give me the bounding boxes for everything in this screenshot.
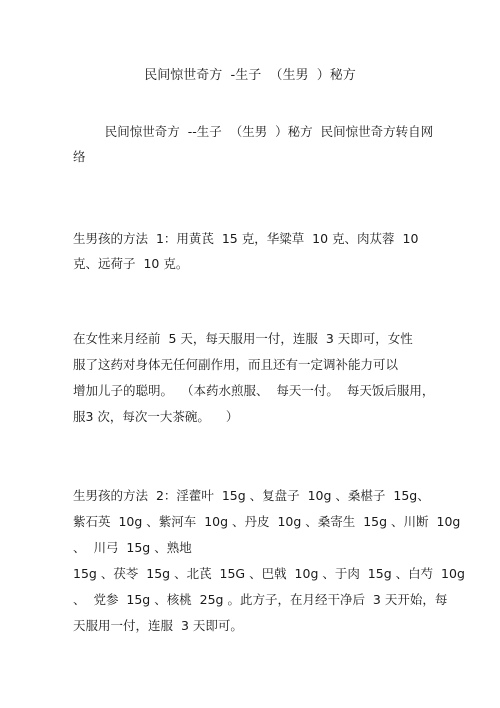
usage-line: 服了这药对身体无任何副作用，而且还有一定调补能力可以 bbox=[73, 357, 399, 372]
method2-line: 15g 、茯苓 15g 、北芪 15G 、巴戟 10g 、于肉 15g 、白芍 10g bbox=[73, 566, 465, 581]
method1-line: 生男孩的方法 1：用黄芪 15 克，华粱草 10 克、肉苁蓉 10 bbox=[73, 231, 419, 246]
method2-line: 天服用一付，连服 3 天即可。 bbox=[73, 618, 243, 633]
method1-line: 克、远荷子 10 克。 bbox=[73, 256, 189, 271]
method2-line: 紫石英 10g 、紫河车 10g 、丹皮 10g 、桑寄生 15g 、川断 10g bbox=[73, 514, 461, 529]
method2-line: 、 川弓 15g 、熟地 bbox=[73, 540, 192, 555]
intro-line: 民间惊世奇方 --生子 （生男 ）秘方 民间惊世奇方转自网 bbox=[73, 124, 434, 139]
usage-line: 在女性来月经前 5 天，每天服用一付，连服 3 天即可，女性 bbox=[73, 331, 413, 346]
usage-line: 服3 次，每次一大茶碗。 ） bbox=[73, 409, 239, 424]
intro-line: 络 bbox=[73, 149, 86, 164]
usage-line: 增加儿子的聪明。 （本药水煎服、 每天一付。 每天饭后服用， bbox=[73, 383, 435, 398]
method2-line: 、 党参 15g 、核桃 25g 。此方子，在月经干净后 3 天开始，每 bbox=[73, 592, 448, 607]
document-title: 民间惊世奇方 -生子 （生男 ）秘方 bbox=[144, 68, 356, 83]
method2-line: 生男孩的方法 2：淫藿叶 15g 、复盘子 10g 、桑椹子 15g、 bbox=[73, 488, 430, 503]
